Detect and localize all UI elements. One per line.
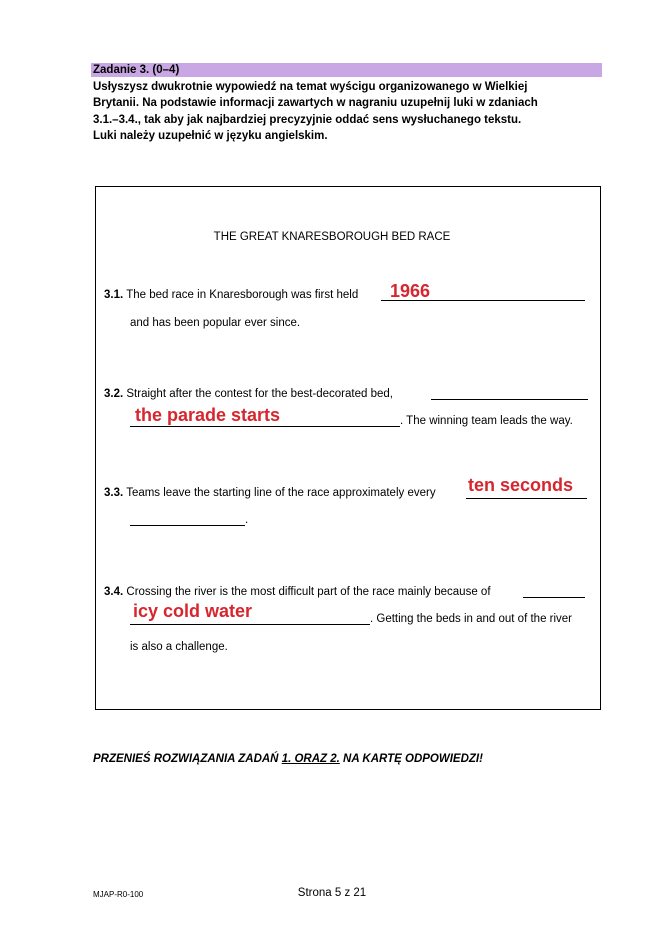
answer-blank-3-2b[interactable] <box>130 426 400 427</box>
answer-blank-3-4b[interactable] <box>130 624 370 625</box>
item-text-continuation: . <box>245 514 249 526</box>
answer-3-2: the parade starts <box>135 405 281 425</box>
exam-code: MJAP-R0-100 <box>93 890 144 899</box>
answer-3-1: 1966 <box>390 281 431 301</box>
item-text-continuation: . The winning team leads the way. <box>400 415 573 427</box>
transfer-prefix: PRZENIEŚ ROZWIĄZANIA ZADAŃ <box>93 753 282 765</box>
item-3-4-line <box>104 585 491 599</box>
item-text-continuation: . Getting the beds in and out of the river <box>370 613 573 625</box>
item-text-continuation: is also a challenge. <box>130 641 228 653</box>
instruction-line: Usłyszysz dwukrotnie wypowiedź na temat wyścigu organizowanego w Wielkiej <box>93 81 528 93</box>
item-number: 3.1. <box>104 289 124 301</box>
page-number: Strona 5 z 21 <box>297 887 367 899</box>
transfer-instruction <box>93 753 483 765</box>
item-text: The bed race in Knaresborough was first held <box>126 289 359 301</box>
item-3-2-line <box>104 387 393 401</box>
item-number: 3.2. <box>104 388 124 400</box>
item-text-continuation: and has been popular ever since. <box>130 317 301 329</box>
instruction-line: Brytanii. Na podstawie informacji zawartych w nagraniu uzupełnij luki w zdaniach <box>93 97 538 110</box>
item-number: 3.4. <box>104 586 124 598</box>
item-text: Straight after the contest for the best-decorated bed, <box>126 388 393 400</box>
answer-blank-3-4a[interactable] <box>523 597 585 598</box>
transfer-tasks: 1. ORAZ 2. <box>281 753 340 765</box>
exercise-box <box>95 186 601 710</box>
task-instructions <box>93 79 598 144</box>
instruction-line: 3.1.–3.4., tak aby jak najbardziej precyzyjnie oddać sens wysłuchanego tekstu. <box>93 113 522 126</box>
item-3-3-line <box>104 486 436 500</box>
item-text: Teams leave the starting line of the race approximately every <box>126 487 436 499</box>
item-number: 3.3. <box>104 487 124 499</box>
answer-3-3: ten seconds <box>468 475 574 495</box>
answer-blank-3-3b[interactable] <box>130 525 245 526</box>
answer-3-4: icy cold water <box>133 601 253 621</box>
task-header: Zadanie 3. (0–4) <box>91 63 602 77</box>
item-3-1-line <box>104 288 358 302</box>
answer-blank-3-2a[interactable] <box>431 399 588 400</box>
answer-blank-3-3a[interactable] <box>466 498 587 499</box>
exercise-title: THE GREAT KNARESBOROUGH BED RACE <box>213 231 451 243</box>
item-text: Crossing the river is the most difficult part of the race mainly because of <box>126 586 491 598</box>
transfer-suffix: NA KARTĘ ODPOWIEDZI! <box>339 753 483 765</box>
instruction-line: Luki należy uzupełnić w języku angielskim. <box>93 129 328 142</box>
